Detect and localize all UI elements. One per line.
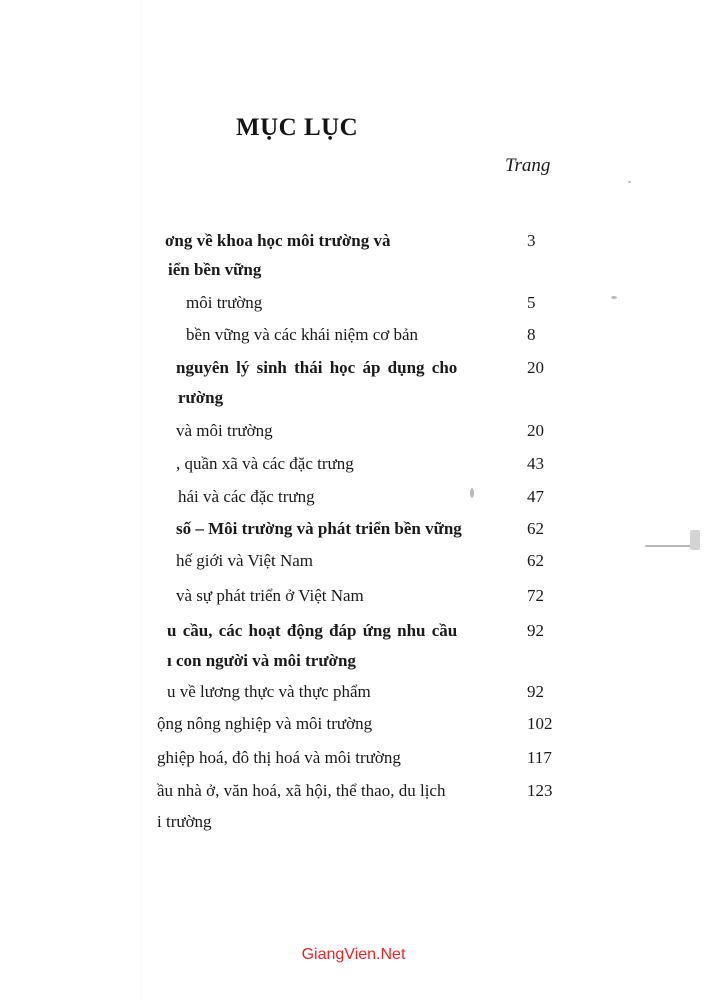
toc-entry-page: 8 (527, 325, 536, 344)
toc-entry-page: 20 (527, 358, 544, 377)
scan-noise (628, 181, 631, 183)
toc-entry-page: 102 (527, 714, 553, 733)
toc-entry-line: ầu nhà ở, văn hoá, xã hội, thể thao, du lịch (157, 781, 446, 800)
toc-entry-line: hế giới và Việt Nam (176, 551, 314, 570)
toc-entry-page: 20 (527, 421, 544, 440)
toc-entry-line: iển bền vững (168, 260, 262, 279)
toc-entry-page: 72 (527, 586, 544, 605)
toc-entry-page: 62 (527, 519, 544, 538)
toc-entry-line: ộng nông nghiệp và môi trường (157, 714, 373, 733)
toc-entry-line: môi trường (186, 293, 263, 312)
scan-noise (645, 545, 695, 547)
scan-noise (690, 530, 700, 550)
toc-entry-line: ơng về khoa học môi trường và (165, 231, 391, 250)
toc-entry-page: 123 (527, 781, 553, 800)
toc-entry-page: 62 (527, 551, 544, 570)
toc-entry-page: 92 (527, 682, 544, 701)
toc-entry-page: 43 (527, 454, 544, 473)
toc-entry-line: và sự phát triển ở Việt Nam (176, 586, 364, 605)
toc-title: MỤC LỤC (236, 114, 359, 141)
toc-entry-line: hái và các đặc trưng (178, 487, 315, 506)
scan-noise (611, 296, 617, 299)
toc-entry-page: 117 (527, 748, 552, 767)
toc-entry-line: ı con người và môi trường (167, 651, 356, 670)
scan-noise (470, 488, 474, 498)
watermark: GiangVien.Net (301, 946, 406, 963)
toc-entry-line: nguyên lý sinh thái học áp dụng cho (176, 358, 458, 377)
toc-entry-line: u cầu, các hoạt động đáp ứng nhu cầu (167, 621, 458, 640)
toc-entry-line: i trường (157, 812, 212, 831)
toc-entry-line: bền vững và các khái niệm cơ bản (186, 325, 419, 344)
toc-entry-line: u về lương thực và thực phẩm (167, 682, 371, 701)
page-column-label: Trang (505, 155, 551, 176)
toc-entry-page: 47 (527, 487, 544, 506)
toc-entry-page: 3 (527, 231, 536, 250)
toc-entry-page: 92 (527, 621, 544, 640)
toc-entry-line: , quần xã và các đặc trưng (176, 454, 354, 473)
toc-entry-line: và môi trường (176, 421, 273, 440)
toc-entry-line: số – Môi trường và phát triển bền vững (176, 519, 462, 538)
toc-entry-page: 5 (527, 293, 536, 312)
toc-entry-line: rường (178, 388, 224, 407)
toc-entry-line: ghiệp hoá, đô thị hoá và môi trường (157, 748, 401, 767)
page-gutter-shadow (140, 0, 146, 1000)
